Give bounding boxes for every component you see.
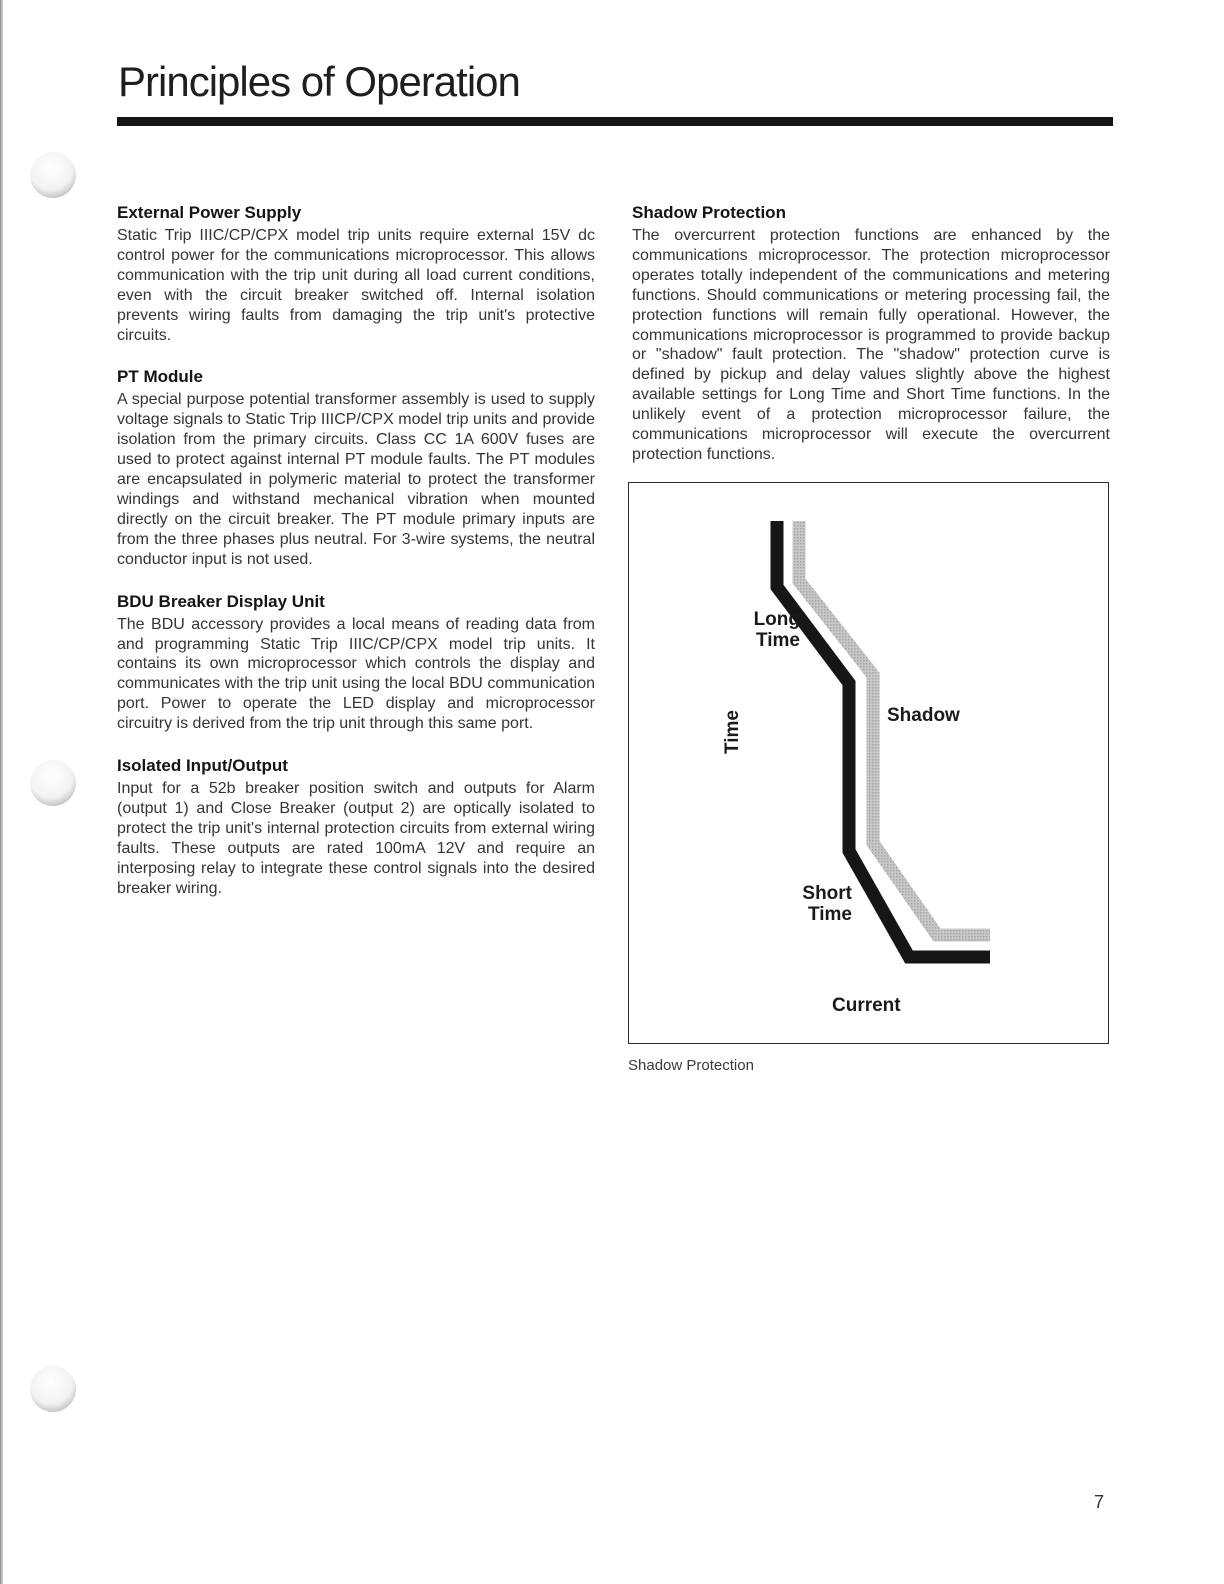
section-heading: External Power Supply xyxy=(117,203,302,222)
title-rule xyxy=(117,117,1113,126)
page-title: Principles of Operation xyxy=(118,58,520,105)
section-heading: PT Module xyxy=(117,367,203,387)
punch-hole-top xyxy=(30,152,76,198)
section-pt-module xyxy=(117,366,595,569)
short-time-label-line1: Short xyxy=(802,883,852,904)
shadow-curve-tint xyxy=(799,521,990,935)
binder-edge xyxy=(0,0,3,1584)
short-time-label-line2: Time xyxy=(807,904,852,925)
shadow-protection-figure xyxy=(628,482,1109,1044)
section-body: Input for a 52b breaker position switch and outputs for Alarm (output 1) and Close Breaker (output 2) are optically isolated to protect the trip unit's internal protection circuits from external wiring faults. These outputs are rated 100mA 12V and require an interposing relay to integrate these control signals into the desired breaker wiring. xyxy=(117,780,595,897)
section-body: The BDU accessory provides a local means of reading data from and programming Static Trip IIIC/CP/CPX model trip units. It contains its own microprocessor which controls the display and communicates with the trip unit using the local BDU communication port. Power to operate the LED display and microprocessor circuitry is derived from the trip unit through this same port. xyxy=(117,615,595,733)
section-heading: Isolated Input/Output xyxy=(117,756,288,776)
section-shadow-protection xyxy=(632,202,1110,465)
short-time-label xyxy=(779,883,852,925)
page-number: 7 xyxy=(1094,1492,1105,1512)
punch-hole-bottom xyxy=(30,1366,76,1412)
section-body: Static Trip IIIC/CP/CPX model trip units require external 15V dc control power for the communications microprocessor. This allows communication with the trip unit during all load current conditions, even with the circuit breaker switched off. Internal isolation prevents wiring faults from damaging the trip unit's protective circuits. xyxy=(117,227,595,344)
protection-curve-diagram xyxy=(629,483,1110,1045)
y-axis-label-time: Time xyxy=(722,709,744,755)
section-heading: BDU Breaker Display Unit xyxy=(117,591,325,611)
x-axis-label-current: Current xyxy=(832,995,901,1016)
section-body: A special purpose potential transformer assembly is used to supply voltage signals to Static Trip IIICP/CPX model trip units and provide isolation from the primary circuits. Class CC 1A 600V fuses are used to protect against internal PT module faults. The PT modules are encapsulated in polymeric material to protect the transformer windings and withstand mechanical vibration when mounted directly on the circuit breaker. The PT module primary inputs are from the three phases plus neutral. For 3-wire systems, the neutral conductor input is not used. xyxy=(117,391,595,568)
long-time-label-line2: Time xyxy=(755,630,800,651)
long-time-label xyxy=(722,609,800,651)
section-heading: Shadow Protection xyxy=(632,203,786,222)
figure-caption: Shadow Protection xyxy=(628,1057,754,1074)
section-isolated-input-output xyxy=(117,755,595,898)
long-time-label-line1: Long xyxy=(753,609,800,630)
section-body: The overcurrent protection functions are enhanced by the communications microprocessor. The protection microprocessor operates totally independent of the communications and metering functions. Should communications or metering processing fail, the protection functions will remain fully operational. However, the communications microprocessor is programmed to provide backup or "shadow" fault protection. The "shadow" protection curve is defined by pickup and delay values slightly above the highest available settings for Long Time and Short Time functions. In the unlikely event of a protection microprocessor failure, the communications microprocessor will execute the overcurrent protection functions. xyxy=(632,227,1110,463)
right-column xyxy=(632,202,1110,486)
section-external-power-supply xyxy=(117,202,595,345)
left-column xyxy=(117,202,595,919)
shadow-label: Shadow xyxy=(887,705,960,726)
punch-hole-middle xyxy=(30,760,76,806)
section-bdu-breaker-display-unit xyxy=(117,591,595,734)
